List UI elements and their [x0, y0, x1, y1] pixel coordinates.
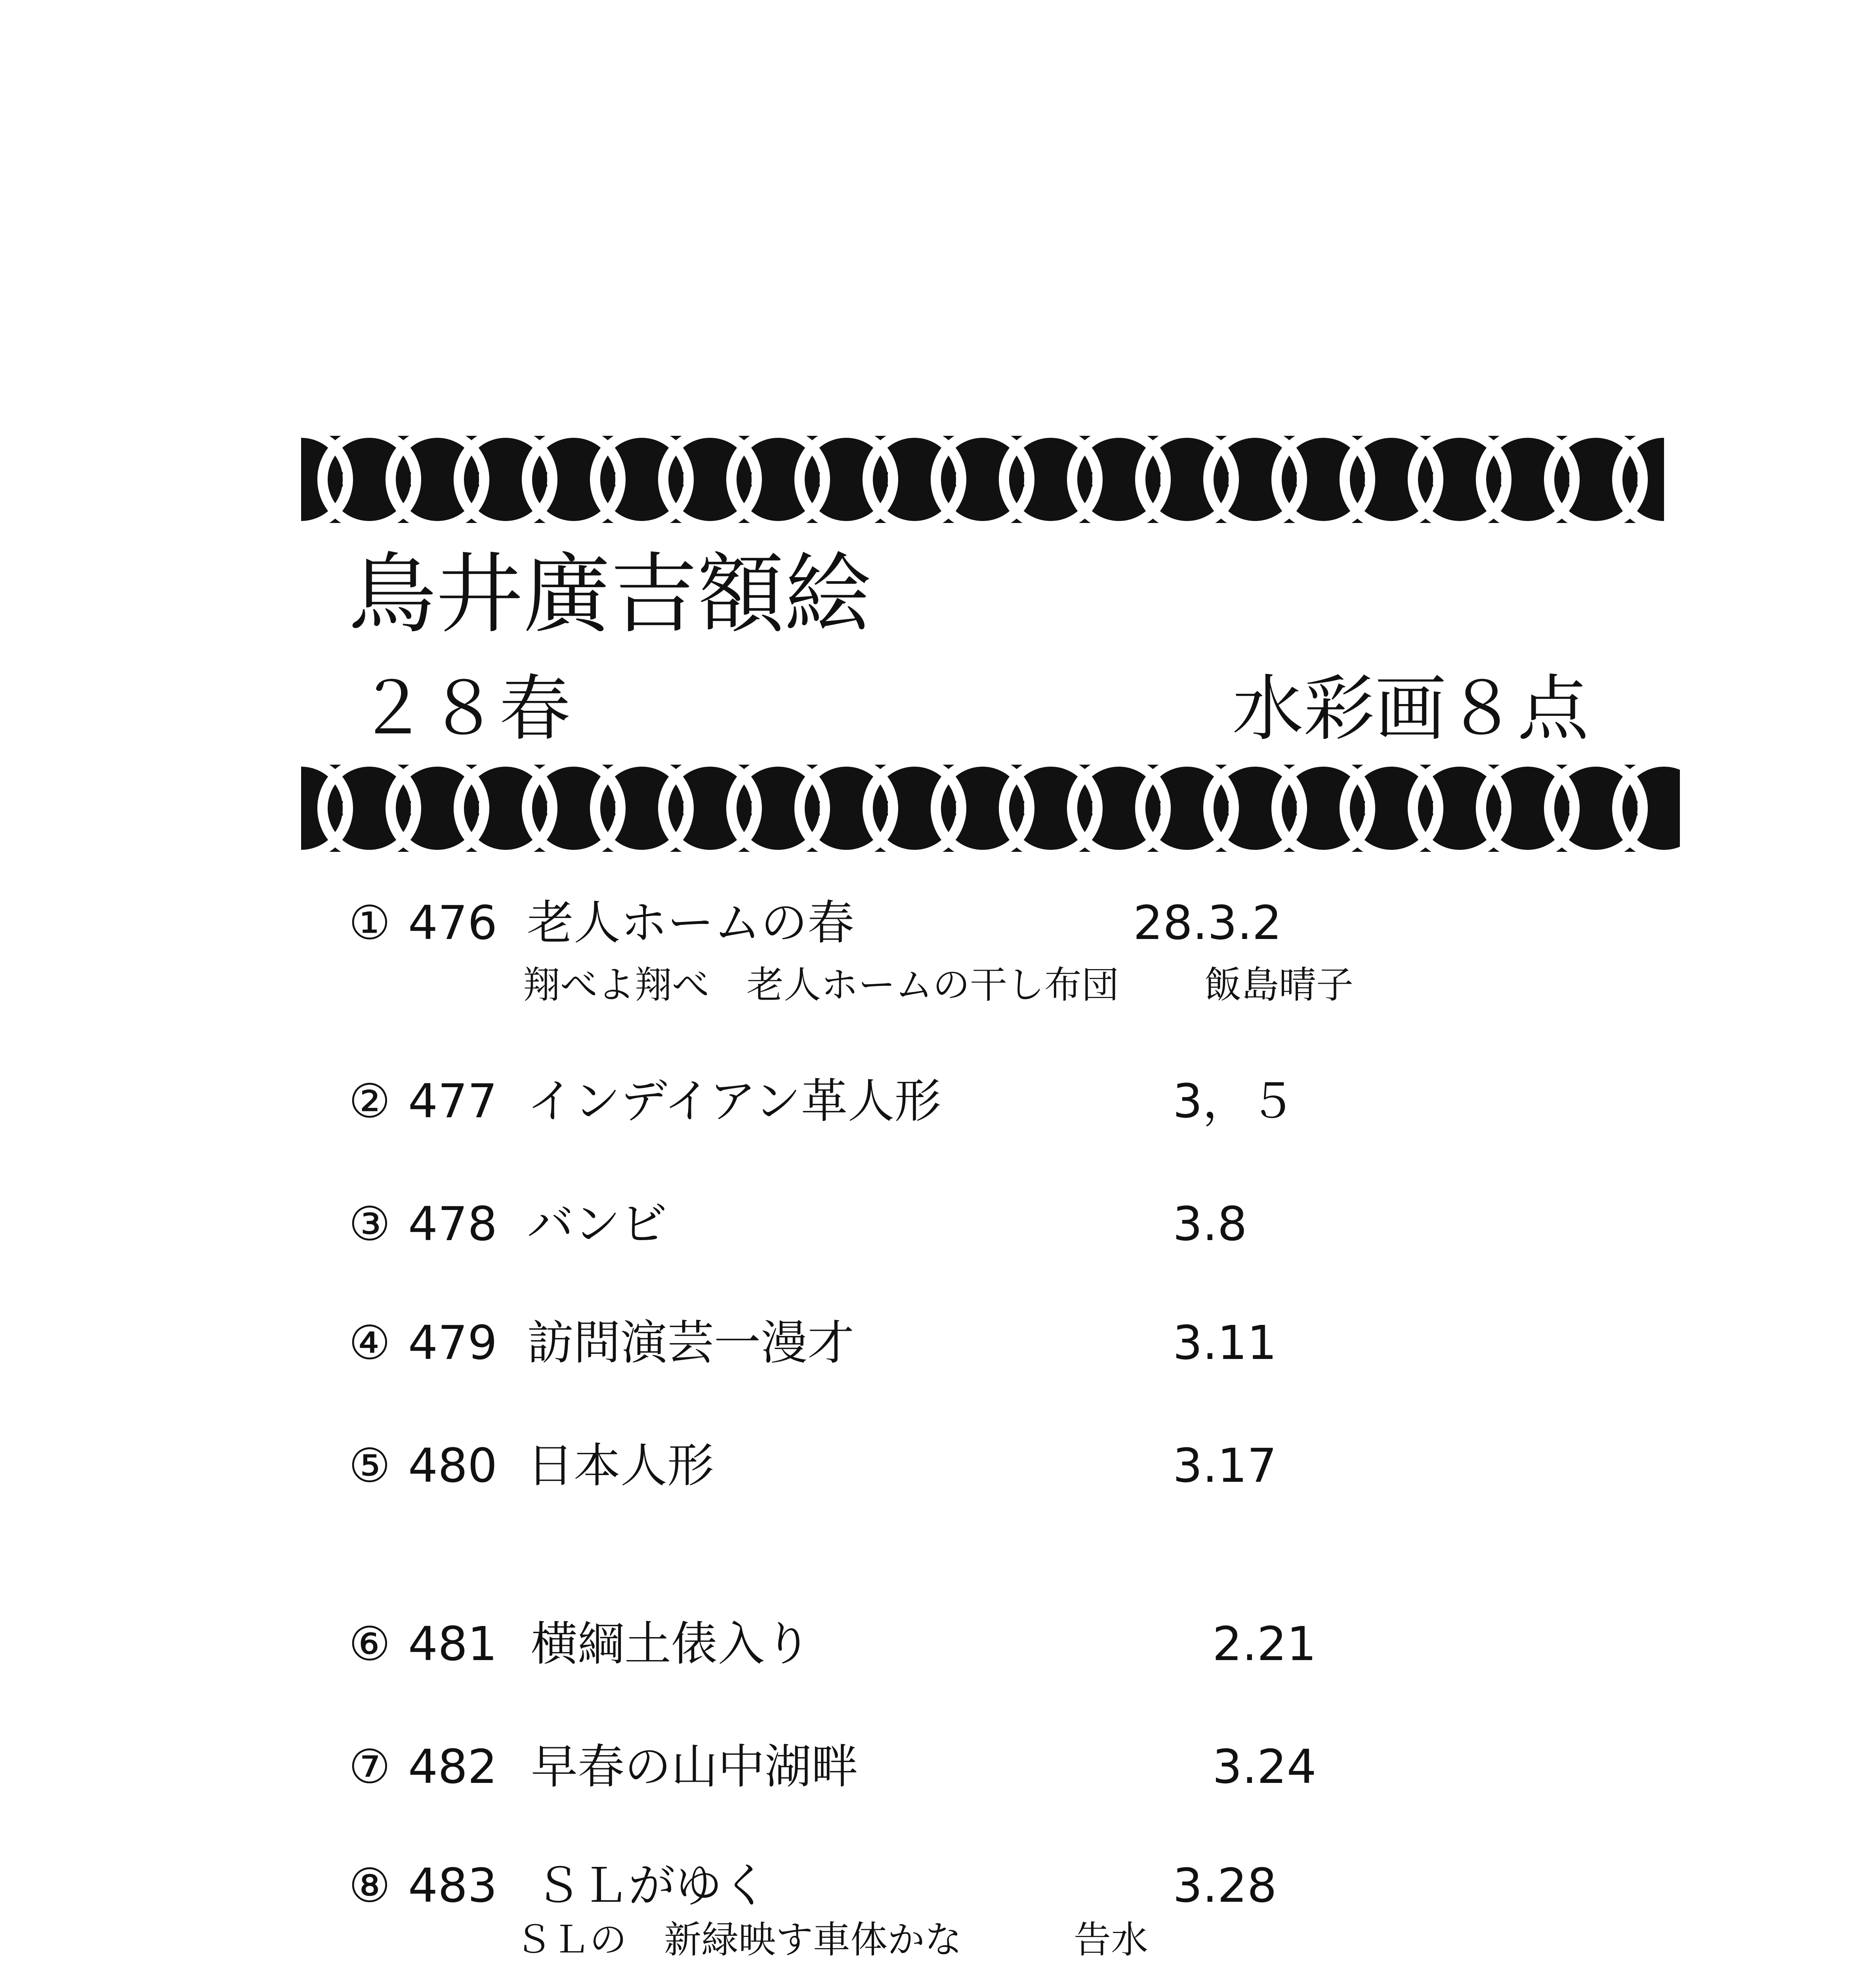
item-date: 3.17	[1173, 1438, 1277, 1493]
item-title: 早春の山中湖畔	[531, 1739, 859, 1794]
item-title: 老人ホームの春	[527, 895, 855, 950]
list-item	[0, 1438, 1876, 1498]
item-date: 3.11	[1173, 1315, 1277, 1370]
haiku-line	[0, 1918, 1876, 1965]
item-number: ⑥	[349, 1616, 391, 1671]
list-item	[0, 1074, 1876, 1133]
item-date: 28.3.2	[1133, 895, 1282, 950]
list-item	[0, 1616, 1876, 1676]
item-code: 482	[408, 1739, 498, 1794]
item-code: 480	[408, 1438, 498, 1493]
haiku-author: 告水	[1074, 1918, 1149, 1962]
decorative-border-bottom	[301, 765, 1680, 852]
list-item	[0, 1739, 1876, 1799]
item-code: 476	[408, 895, 498, 950]
item-number: ⑦	[349, 1739, 391, 1794]
item-date: 2.21	[1212, 1616, 1317, 1671]
page-title: 鳥井廣吉額絵	[349, 544, 872, 645]
item-code: 479	[408, 1315, 498, 1370]
haiku-line	[0, 964, 1876, 1010]
item-code: 478	[408, 1197, 498, 1251]
decorative-border-top	[301, 436, 1664, 523]
item-title: 日本人形	[527, 1438, 714, 1493]
item-date: 3，５	[1173, 1074, 1296, 1128]
medium-label: 水彩画８点	[1232, 668, 1589, 750]
item-number: ⑤	[349, 1438, 391, 1493]
list-item	[0, 1858, 1876, 1918]
item-code: 483	[408, 1858, 498, 1913]
item-title: インデイアン革人形	[527, 1074, 941, 1128]
item-code: 481	[408, 1616, 498, 1671]
item-title: バンビ	[527, 1197, 668, 1251]
item-date: 3.8	[1173, 1197, 1247, 1251]
list-item	[0, 895, 1876, 955]
item-number: ③	[349, 1197, 391, 1251]
haiku-author: 飯島晴子	[1204, 964, 1354, 1007]
item-number: ⑧	[349, 1858, 391, 1913]
item-date: 3.24	[1212, 1739, 1317, 1794]
season-label: ２８春	[357, 668, 571, 750]
item-title: 訪問演芸一漫才	[527, 1315, 855, 1370]
item-date: 3.28	[1173, 1858, 1277, 1913]
item-number: ②	[349, 1074, 391, 1128]
haiku-text: 翔べよ翔べ 老人ホームの干し布団	[523, 964, 1119, 1007]
item-title: 横綱土俵入り	[531, 1616, 812, 1671]
shippo-pattern-top	[301, 436, 1664, 523]
shippo-pattern-bottom	[301, 765, 1680, 852]
item-code: 477	[408, 1074, 498, 1128]
haiku-text: ＳＬの 新緑映す車体かな	[515, 1918, 962, 1962]
item-title: ＳＬがゆく	[535, 1858, 769, 1913]
list-item	[0, 1315, 1876, 1375]
item-number: ④	[349, 1315, 391, 1370]
item-number: ①	[349, 895, 391, 950]
list-item	[0, 1197, 1876, 1256]
